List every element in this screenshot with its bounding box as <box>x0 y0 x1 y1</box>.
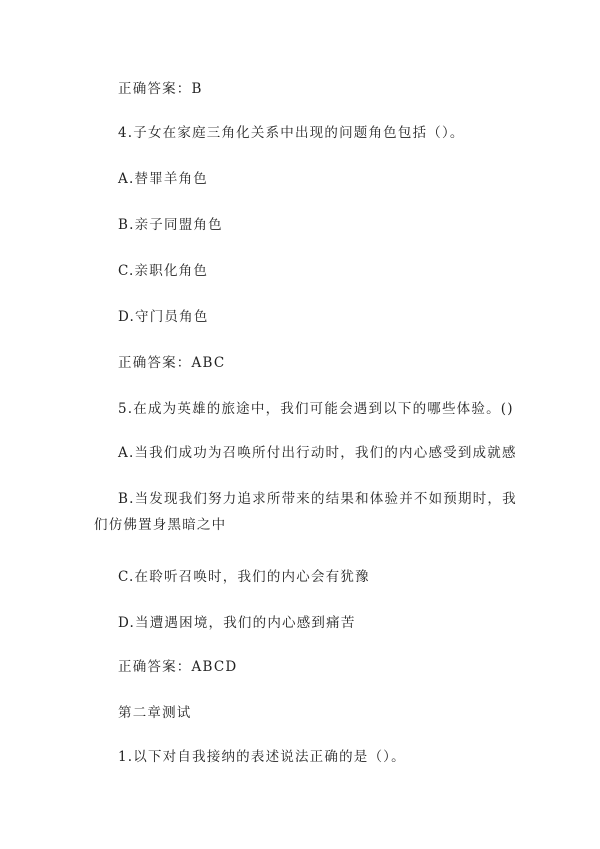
q4-option-b: B.亲子同盟角色 <box>118 217 223 233</box>
question-4: 4.子女在家庭三角化关系中出现的问题角色包括（）。 <box>118 125 465 141</box>
q4-answer: 正确答案：ABC <box>118 355 226 371</box>
chapter-title: 第二章测试 <box>118 705 192 721</box>
q5-option-c: C.在聆听召唤时，我们的内心会有犹豫 <box>118 569 370 585</box>
question-5: 5.在成为英雄的旅途中，我们可能会遇到以下的哪些体验。() <box>118 401 514 417</box>
q5-option-d: D.当遭遇困境，我们的内心感到痛苦 <box>118 615 356 631</box>
chapter2-question-1: 1.以下对自我接纳的表述说法正确的是（）。 <box>118 749 406 765</box>
answer-line-prev: 正确答案：B <box>118 81 203 97</box>
q4-option-d: D.守门员角色 <box>118 309 209 325</box>
q5-option-a: A.当我们成功为召唤所付出行动时，我们的内心感受到成就感 <box>118 445 517 461</box>
q4-option-c: C.亲职化角色 <box>118 263 209 279</box>
q5-answer: 正确答案：ABCD <box>118 659 238 675</box>
q4-option-a: A.替罪羊角色 <box>118 171 208 187</box>
q5-option-b: B.当发现我们努力追求所带来的结果和体验并不如预期时，我们仿佛置身黑暗之中 <box>94 491 517 533</box>
